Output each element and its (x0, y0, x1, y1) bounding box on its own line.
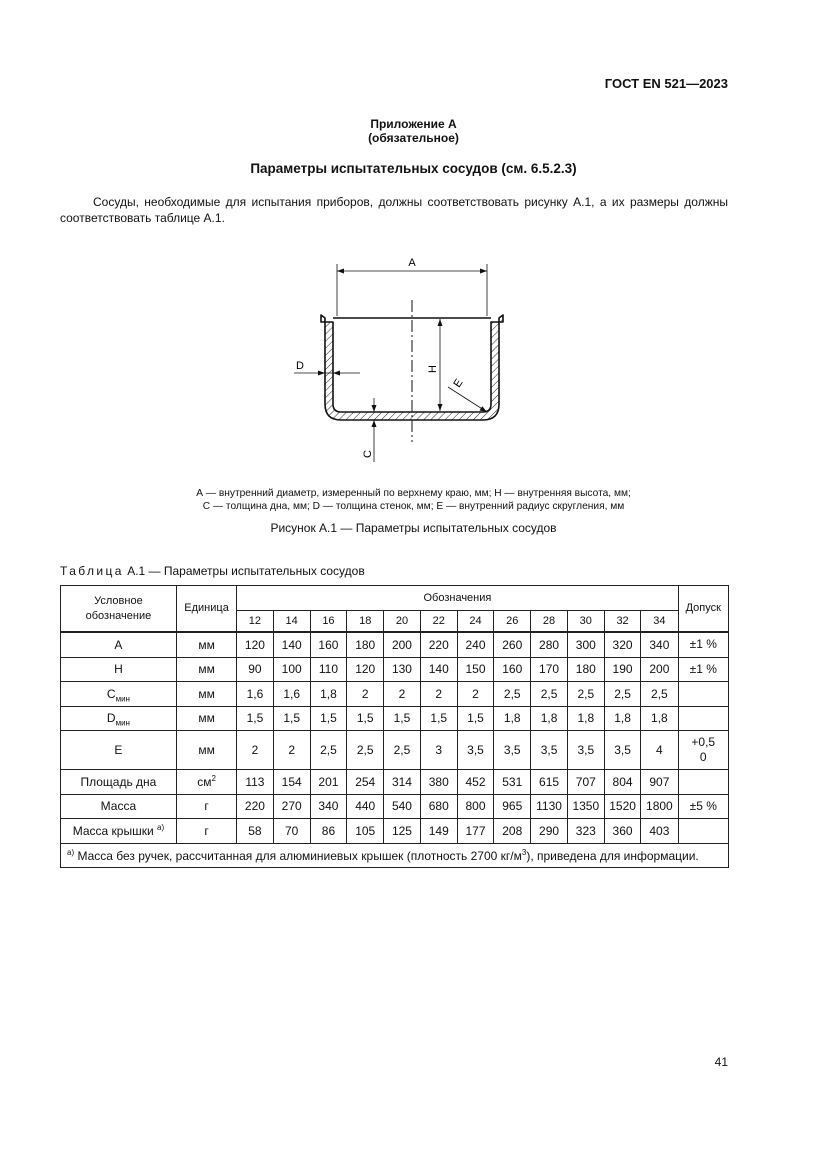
table-row (61, 706, 729, 731)
table-cell: 1800 (641, 794, 678, 819)
table-row (61, 731, 729, 770)
row-designation (61, 794, 177, 819)
table-row (61, 682, 729, 707)
header-size-34: 34 (641, 611, 678, 633)
table-cell: 150 (457, 657, 493, 682)
header-size-26: 26 (494, 611, 531, 633)
table-cell: 403 (641, 819, 678, 844)
dimension-a-label: A (408, 257, 416, 269)
table-cell: 1,5 (310, 706, 346, 731)
table-cell: 3,5 (531, 731, 567, 770)
row-unit (176, 632, 236, 657)
table-cell: 1130 (531, 794, 567, 819)
annex-status: (обязательное) (368, 131, 459, 145)
table-cell: 2 (420, 682, 457, 707)
table-row (61, 770, 729, 795)
row-designation-text: E (114, 743, 123, 757)
table-cell: 907 (641, 770, 678, 795)
row-unit-text: мм (198, 743, 215, 757)
header-size-22: 22 (420, 611, 457, 633)
table-cell: 2,5 (531, 682, 567, 707)
table-caption-text: А.1 — Параметры испытательных сосудов (123, 564, 365, 578)
row-tolerance (678, 682, 728, 707)
table-cell: 1,5 (237, 706, 273, 731)
table-cell: 2,5 (604, 682, 640, 707)
table-cell: 1,8 (531, 706, 567, 731)
table-cell: 201 (310, 770, 346, 795)
row-designation (61, 657, 177, 682)
row-unit (176, 794, 236, 819)
table-cell: 1,8 (310, 682, 346, 707)
table-cell: 1,8 (567, 706, 604, 731)
table-cell: 120 (237, 632, 273, 657)
row-unit (176, 770, 236, 795)
header-designation-line-1: Условное (94, 594, 143, 607)
header-unit: Единица (176, 586, 236, 633)
figure-legend-line-1: А — внутренний диаметр, измеренный по верхнему краю, мм; H — внутренняя высота, мм; (196, 488, 631, 499)
footnote-exponent: 3 (521, 847, 527, 857)
table-cell: 220 (420, 632, 457, 657)
table-row (61, 657, 729, 682)
header-size-32: 32 (604, 611, 640, 633)
dimension-d-label: D (296, 360, 304, 372)
annex-heading (0, 117, 827, 145)
table-cell: 1520 (604, 794, 640, 819)
table-cell: 154 (273, 770, 310, 795)
row-unit-text: мм (198, 637, 215, 652)
row-designation (61, 632, 177, 657)
table-cell: 314 (384, 770, 420, 795)
table-cell: 149 (420, 819, 457, 844)
header-size-18: 18 (347, 611, 384, 633)
row-designation-text: C (106, 686, 116, 701)
table-cell: 220 (237, 794, 273, 819)
figure-legend-line-2: С — толщина дна, мм; D — толщина стенок, мм; Е — внутренний радиус скругления, мм (202, 501, 625, 512)
table-cell: 320 (604, 632, 640, 657)
annex-title: Приложение А (370, 117, 457, 131)
table-cell: 615 (531, 770, 567, 795)
table-cell: 120 (347, 657, 384, 682)
table-cell: 800 (457, 794, 493, 819)
table-cell: 323 (567, 819, 604, 844)
table-cell: 110 (310, 657, 346, 682)
table-cell: 540 (384, 794, 420, 819)
row-designation-text: H (114, 662, 123, 677)
table-cell: 1,5 (273, 706, 310, 731)
table-cell: 290 (531, 819, 567, 844)
row-designation-text: Масса (100, 799, 137, 814)
header-tolerance: Допуск (678, 586, 728, 633)
row-tolerance-line-1: +0,5 (691, 735, 716, 749)
row-unit (176, 682, 236, 707)
table-cell: 170 (531, 657, 567, 682)
row-unit-text: мм (198, 711, 215, 726)
row-tolerance (678, 632, 728, 657)
table-cell: 100 (273, 657, 310, 682)
row-unit (176, 706, 236, 731)
table-cell: 1,5 (457, 706, 493, 731)
table-cell: 130 (384, 657, 420, 682)
table-cell: 200 (641, 657, 678, 682)
row-tolerance-line-1: ±5 % (689, 798, 717, 813)
table-cell: 2 (273, 731, 310, 770)
table-body (61, 632, 729, 867)
header-size-12: 12 (237, 611, 273, 633)
table-cell: 3,5 (567, 731, 604, 770)
intro-paragraph: Сосуды, необходимые для испытания приборов, должны соответствовать рисунку А.1, а их размеры должны соответствовать таблице А.1. (60, 195, 728, 225)
row-unit-text: мм (198, 686, 215, 701)
table-caption-prefix: Таблица (60, 564, 124, 578)
table-cell: 177 (457, 819, 493, 844)
row-designation-text: D (106, 711, 116, 726)
row-designation (61, 819, 177, 844)
row-designation (61, 770, 177, 795)
table-cell: 340 (641, 632, 678, 657)
table-footnote (61, 843, 729, 867)
row-tolerance-line-2: 0 (699, 750, 707, 764)
row-unit-text: г (204, 799, 209, 814)
table-cell: 58 (237, 819, 273, 844)
header-designation-line-2: обозначение (85, 609, 152, 622)
table-row (61, 632, 729, 657)
dimension-c-label: C (362, 450, 374, 458)
row-designation-subscript: мин (115, 694, 130, 704)
header-size-28: 28 (531, 611, 567, 633)
table-cell: 180 (567, 657, 604, 682)
table-head (61, 586, 729, 633)
row-tolerance (678, 731, 728, 770)
row-designation-text: A (114, 637, 123, 652)
table-cell: 3 (420, 731, 457, 770)
row-designation-text: Масса крышки (72, 823, 154, 838)
figure-legend (0, 487, 827, 513)
table-cell: 2,5 (384, 731, 420, 770)
table-row (61, 794, 729, 819)
table-cell: 105 (347, 819, 384, 844)
table-cell: 160 (494, 657, 531, 682)
row-unit-text: г (204, 823, 209, 838)
table-cell: 965 (494, 794, 531, 819)
page-number: 41 (714, 1055, 728, 1069)
header-size-16: 16 (310, 611, 346, 633)
table-cell: 1,5 (347, 706, 384, 731)
row-unit (176, 731, 236, 770)
table-cell: 140 (273, 632, 310, 657)
header-size-14: 14 (273, 611, 310, 633)
table-cell: 2,5 (310, 731, 346, 770)
table-cell: 3,5 (494, 731, 531, 770)
figure-caption: Рисунок А.1 — Параметры испытательных сосудов (270, 521, 557, 535)
table-cell: 70 (273, 819, 310, 844)
table-cell: 240 (457, 632, 493, 657)
header-size-20: 20 (384, 611, 420, 633)
table-cell: 2 (384, 682, 420, 707)
table-cell: 160 (310, 632, 346, 657)
table-cell: 260 (494, 632, 531, 657)
table-cell: 208 (494, 819, 531, 844)
table-cell: 1350 (567, 794, 604, 819)
table-caption (60, 564, 365, 578)
table-cell: 707 (567, 770, 604, 795)
section-title: Параметры испытательных сосудов (см. 6.5.2.3) (250, 161, 577, 176)
dimension-e-label: E (451, 377, 466, 390)
row-tolerance-line-1: ±1 % (689, 637, 717, 652)
vessel-cross-section-figure (280, 252, 520, 472)
table-cell: 90 (237, 657, 273, 682)
table-row (61, 819, 729, 844)
table-cell: 1,8 (494, 706, 531, 731)
header-designations-group: Обозначения (237, 586, 678, 611)
table-cell: 254 (347, 770, 384, 795)
table-cell: 2 (457, 682, 493, 707)
table-cell: 3,5 (604, 731, 640, 770)
table-cell: 140 (420, 657, 457, 682)
table-cell: 340 (310, 794, 346, 819)
table-cell: 1,6 (273, 682, 310, 707)
table-cell: 270 (273, 794, 310, 819)
row-tolerance (678, 657, 728, 682)
table-cell: 125 (384, 819, 420, 844)
footnote-mark: а) (67, 847, 75, 857)
row-designation-text: Площадь дна (80, 774, 157, 789)
row-tolerance (678, 794, 728, 819)
row-designation-subscript: мин (115, 718, 130, 728)
row-footnote-mark: а) (157, 822, 165, 832)
row-designation (61, 706, 177, 731)
table-cell: 280 (531, 632, 567, 657)
row-tolerance-line-1: ±1 % (689, 661, 717, 676)
header-size-30: 30 (567, 611, 604, 633)
parameters-table (60, 585, 729, 868)
table-cell: 300 (567, 632, 604, 657)
table-cell: 1,5 (420, 706, 457, 731)
table-cell: 113 (237, 770, 273, 795)
row-unit (176, 819, 236, 844)
dimension-h-label: H (427, 365, 439, 373)
table-cell: 680 (420, 794, 457, 819)
table-cell: 2 (347, 682, 384, 707)
table-cell: 86 (310, 819, 346, 844)
table-cell: 1,5 (384, 706, 420, 731)
table-cell: 2,5 (347, 731, 384, 770)
row-tolerance (678, 819, 728, 844)
document-code: ГОСТ EN 521—2023 (604, 76, 728, 91)
footnote-text: Масса без ручек, рассчитанная для алюминиевых крышек (плотность 2700 кг/м (74, 848, 522, 863)
table-cell: 452 (457, 770, 493, 795)
header-size-24: 24 (457, 611, 493, 633)
table-cell: 2 (237, 731, 273, 770)
row-unit-text: см (197, 774, 212, 789)
row-designation (61, 731, 177, 770)
table-cell: 180 (347, 632, 384, 657)
table-cell: 531 (494, 770, 531, 795)
row-unit (176, 657, 236, 682)
table-cell: 200 (384, 632, 420, 657)
header-designation (61, 586, 177, 633)
footnote-text-end: ), приведена для информации. (526, 848, 699, 863)
table-cell: 2,5 (567, 682, 604, 707)
table-cell: 2,5 (494, 682, 531, 707)
row-designation (61, 682, 177, 707)
table-cell: 4 (641, 731, 678, 770)
table-cell: 440 (347, 794, 384, 819)
table-cell: 380 (420, 770, 457, 795)
table-cell: 360 (604, 819, 640, 844)
row-tolerance (678, 770, 728, 795)
table-cell: 190 (604, 657, 640, 682)
table-note-row (61, 843, 729, 867)
dimension-e-arrow (480, 406, 488, 412)
row-unit-exponent: 2 (211, 773, 216, 783)
row-unit-text: мм (198, 662, 215, 677)
table-cell: 1,8 (641, 706, 678, 731)
row-tolerance (678, 706, 728, 731)
table-cell: 3,5 (457, 731, 493, 770)
table-cell: 804 (604, 770, 640, 795)
table-cell: 2,5 (641, 682, 678, 707)
table-cell: 1,8 (604, 706, 640, 731)
table-cell: 1,6 (237, 682, 273, 707)
